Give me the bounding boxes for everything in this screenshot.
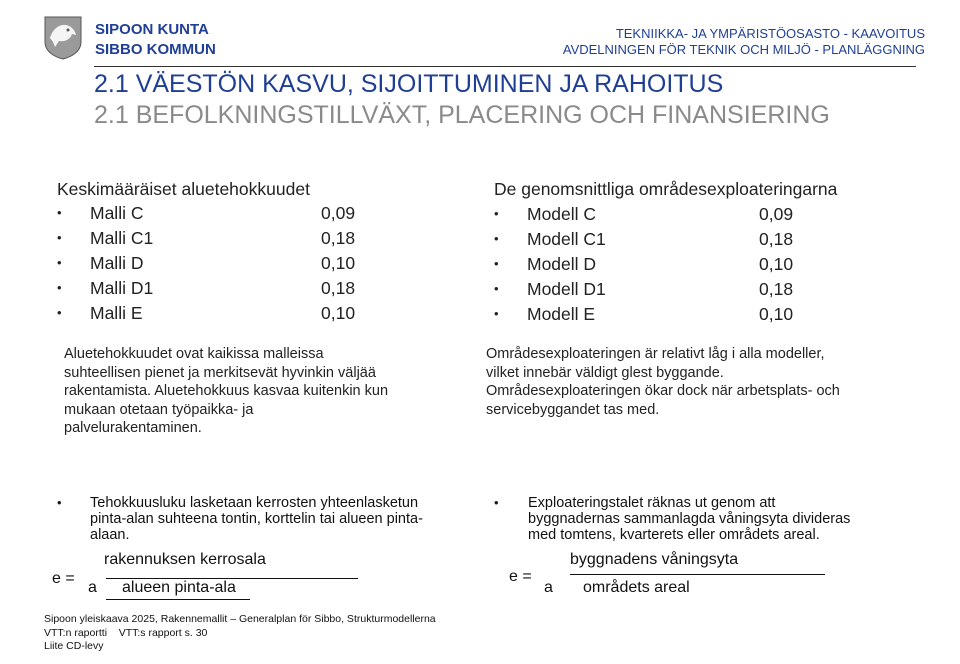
formula-lhs: e =	[52, 570, 75, 587]
footer-source: Sipoon yleiskaava 2025, Rakennemallit – Generalplan för Sibbo, Strukturmodellerna VTT:n raportti VTT:s rapport s. 30 Liite CD-levy	[44, 613, 436, 652]
list-item: • Modell C 0,09	[494, 204, 794, 224]
bullet-dot-icon: •	[494, 256, 499, 271]
formula-numerator: rakennuksen kerrosala	[104, 551, 266, 568]
left-definition: Tehokkuusluku lasketaan kerrosten yhteenlasketun pinta-alan suhteena tontin, korttelin tai alueen pinta- alaan.	[90, 495, 423, 543]
list-item: • Malli E 0,10	[57, 303, 356, 323]
bullet-dot-icon: •	[494, 231, 499, 246]
coat-of-arms-logo	[44, 16, 82, 60]
bullet-dot-icon: •	[57, 305, 62, 320]
list-item: • Modell C1 0,18	[494, 229, 794, 249]
bullet-dot-icon: •	[494, 306, 499, 321]
org-name-sv: SIBBO KOMMUN	[95, 41, 216, 58]
bullet-dot-icon: •	[494, 495, 499, 510]
formula-numerator: byggnadens våningsyta	[570, 551, 739, 568]
left-paragraph: Aluetehokkuudet ovat kaikissa malleissa suhteellisen pienet ja merkitsevät hyvinkin väljää rakentamista. Aluetehokkuus kasvaa kuitenkin kun mukaan otetaan työpaikka- ja palvelurakentaminen.	[64, 346, 389, 436]
fraction-line	[570, 574, 825, 575]
list-item: • Malli D1 0,18	[57, 278, 356, 298]
list-item: • Modell E 0,10	[494, 304, 794, 324]
department-fi: TEKNIIKKA- JA YMPÄRISTÖOSASTO - KAAVOITUS	[615, 26, 925, 41]
bullet-dot-icon: •	[57, 230, 62, 245]
department-sv: AVDELNINGEN FÖR TEKNIK OCH MILJÖ - PLANLÄGGNING	[562, 42, 925, 57]
list-item: • Malli C1 0,18	[57, 228, 356, 248]
denominator-underline	[106, 599, 250, 600]
formula-lhs: e =	[509, 568, 532, 585]
bullet-dot-icon: •	[494, 206, 499, 221]
formula-a: a	[544, 579, 553, 596]
list-item: • Modell D 0,10	[494, 254, 794, 274]
formula-a: a	[88, 579, 97, 596]
bullet-dot-icon: •	[57, 280, 62, 295]
formula-denominator: områdets areal	[583, 579, 690, 596]
bullet-dot-icon: •	[494, 281, 499, 296]
left-heading: Keskimääräiset aluetehokkuudet	[57, 179, 310, 199]
list-item: • Malli D 0,10	[57, 253, 356, 273]
bullet-dot-icon: •	[57, 255, 62, 270]
right-definition: Exploateringstalet räknas ut genom att byggnadernas sammanlagda våningsyta divideras med tomtens, kvarterets eller områdets areal.	[528, 495, 851, 543]
page-title-sv: 2.1 BEFOLKNINGSTILLVÄXT, PLACERING OCH FINANSIERING	[94, 101, 830, 129]
list-item: • Modell D1 0,18	[494, 279, 794, 299]
page-title-fi: 2.1 VÄESTÖN KASVU, SIJOITTUMINEN JA RAHOITUS	[94, 70, 724, 98]
right-paragraph: Områdesexploateringen är relativt låg i alla modeller, vilket innebär väldigt glest byggande. Områdesexploateringen ökar dock när arbetsplats- och servicebyggandet tas med.	[486, 346, 840, 418]
header-divider	[94, 66, 916, 67]
bullet-dot-icon: •	[57, 205, 62, 220]
formula-denominator: alueen pinta-ala	[122, 579, 236, 596]
bullet-dot-icon: •	[57, 495, 62, 510]
org-name-fi: SIPOON KUNTA	[95, 21, 209, 38]
list-item: • Malli C 0,09	[57, 203, 356, 223]
right-heading: De genomsnittliga områdesexploateringarna	[494, 179, 838, 199]
